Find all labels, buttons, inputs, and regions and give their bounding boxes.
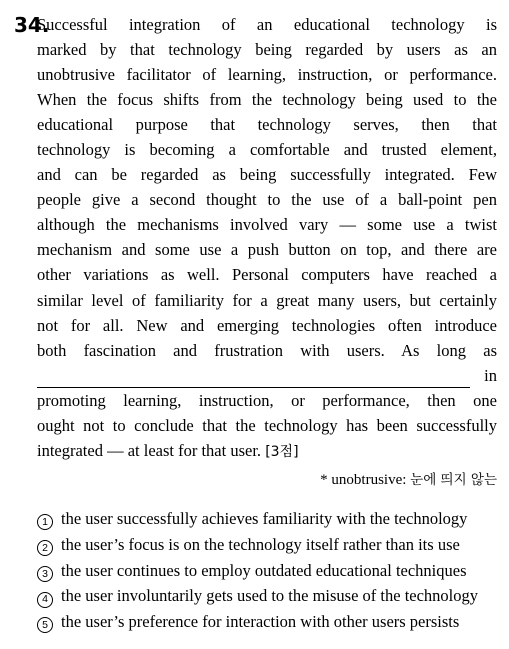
choice-text: the user continues to employ outdated educational techniques <box>61 560 467 580</box>
passage-line: both fascination and frustration with users. As long as <box>37 340 497 360</box>
passage-final-text: integrated — at least for that user. <box>37 440 262 460</box>
passage-line: mechanism and some use a push button on top, and there are <box>37 240 497 260</box>
answer-choice-4[interactable] <box>37 586 499 612</box>
blank-trailing-word: in <box>484 365 497 385</box>
question-block <box>14 12 500 465</box>
choice-text: the user’s preference for interaction with other users persists <box>61 612 460 632</box>
passage-line: technology is becoming a comfortable and trusted element, <box>37 140 497 160</box>
answer-choices <box>37 509 499 638</box>
passage-line: not for all. New and emerging technologies often introduce <box>37 315 497 335</box>
vocabulary-footnote <box>320 469 497 491</box>
passage-line: and can be regarded as being successfully integrated. Few <box>37 165 497 185</box>
choice-number-badge: 2 <box>37 540 53 556</box>
passage-line: people give a second thought to the use of a ball-point pen <box>37 190 497 210</box>
passage-line: Successful integration of an educational technology is <box>37 15 497 34</box>
passage-line: ought not to conclude that the technology has been successfully <box>37 415 497 435</box>
footnote-gloss: 눈에 띄지 않는 <box>410 472 497 488</box>
footnote-marker: * <box>320 472 328 488</box>
choice-text: the user involuntarily gets used to the misuse of the technology <box>61 586 479 606</box>
passage-line: although the mechanisms involved vary — some use a twist <box>37 215 497 235</box>
footnote-term: unobtrusive: <box>331 472 407 488</box>
passage-line: promoting learning, instruction, or performance, then one <box>37 390 497 410</box>
answer-choice-1[interactable] <box>37 509 499 535</box>
answer-choice-3[interactable] <box>37 561 499 587</box>
answer-blank <box>37 370 470 388</box>
answer-choice-2[interactable] <box>37 535 499 561</box>
passage-line: educational purpose that technology serves, then that <box>37 115 497 135</box>
choice-number-badge: 3 <box>37 566 53 582</box>
passage-line: other variations as well. Personal computers have reached a <box>37 265 497 285</box>
passage-line: unobtrusive facilitator of learning, instruction, or performance. <box>37 65 497 85</box>
passage-last-line <box>37 438 497 465</box>
points-tag: [3점] <box>265 443 299 460</box>
choice-number-badge: 1 <box>37 514 53 530</box>
passage-line: similar level of familiarity for a great many users, but certainly <box>37 290 497 310</box>
passage-line: marked by that technology being regarded by users as an <box>37 40 497 60</box>
question-number: 34. <box>14 13 50 37</box>
choice-text: the user’s focus is on the technology itself rather than its use <box>61 534 460 554</box>
choice-number-badge: 4 <box>37 592 53 608</box>
choice-number-badge: 5 <box>37 617 53 633</box>
answer-blank-line <box>37 363 497 388</box>
answer-choice-5[interactable] <box>37 612 499 638</box>
passage-line: When the focus shifts from the technology being used to the <box>37 90 497 110</box>
choice-text: the user successfully achieves familiarity with the technology <box>61 509 468 528</box>
passage <box>37 12 497 465</box>
